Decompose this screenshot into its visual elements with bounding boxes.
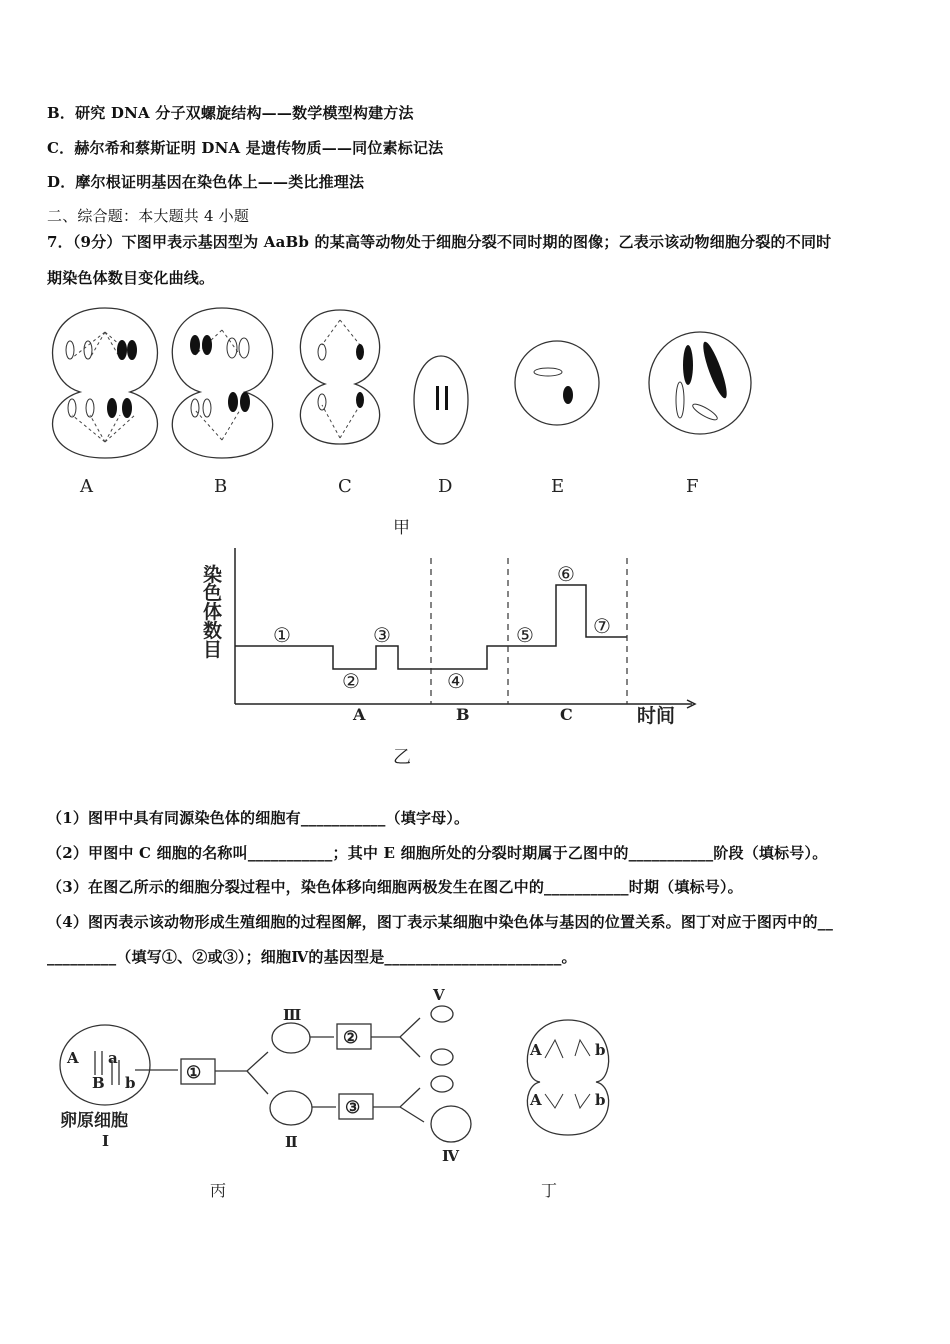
- ylabel-char: 数: [203, 620, 223, 642]
- sub-question-4-line2: _________（填写①、②或③）；细胞Ⅳ的基因型是_______________________。: [47, 948, 577, 966]
- sub-question-1: （1）图甲中具有同源染色体的细胞有___________（填字母）。: [47, 809, 470, 827]
- stage-label-6: ⑥: [557, 562, 575, 586]
- ding-gene: b: [595, 1041, 606, 1059]
- cell-label-b: B: [214, 476, 228, 497]
- sub-question-2: （2）甲图中 C 细胞的名称叫___________；其中 E 细胞所处的分裂时期属于乙图中的___________阶段（填标号）。: [47, 844, 828, 862]
- figure-yi-caption: 乙: [393, 747, 411, 768]
- figure-bing-caption: 丙: [210, 1181, 227, 1200]
- stage-label-5: ⑤: [516, 623, 534, 647]
- sub-question-3: （3）在图乙所示的细胞分裂过程中，染色体移向细胞两极发生在图乙中的___________时期（填标号）。: [47, 878, 743, 896]
- numeral-2: Ⅱ: [285, 1133, 298, 1151]
- stage-label-3: ③: [373, 623, 391, 647]
- figure-jia-caption: 甲: [393, 518, 410, 538]
- numeral-5: Ⅴ: [433, 986, 445, 1004]
- question-stem-line1: 7．（9分）下图甲表示基因型为 AaBb 的某高等动物处于细胞分裂不同时期的图像；乙表示该动物细胞分裂的不同时: [47, 233, 832, 251]
- option-d: D．摩尔根证明基因在染色体上——类比推理法: [47, 173, 365, 191]
- stage-label-4: ④: [447, 669, 465, 693]
- gene-a-lower: a: [108, 1049, 118, 1067]
- option-c: C．赫尔希和蔡斯证明 DNA 是遗传物质——同位素标记法: [47, 139, 444, 157]
- ding-gene: A: [530, 1091, 542, 1109]
- cell-label-e: E: [551, 476, 565, 497]
- numeral-4: Ⅳ: [442, 1147, 460, 1165]
- ylabel-char: 体: [203, 601, 223, 623]
- ylabel-char: 色: [203, 582, 223, 604]
- numeral-1: Ⅰ: [102, 1132, 110, 1150]
- cell-label-d: D: [438, 476, 453, 497]
- gene-a-upper: A: [67, 1049, 79, 1067]
- section-heading: 二、综合题：本大题共 4 小题: [47, 207, 250, 225]
- oogonium-label: 卵原细胞: [60, 1111, 128, 1131]
- step-2-label: ②: [343, 1028, 359, 1048]
- ylabel-char: 目: [203, 639, 223, 661]
- stage-label-2: ②: [342, 669, 360, 693]
- stage-label-7: ⑦: [593, 614, 611, 638]
- numeral-3: Ⅲ: [283, 1006, 302, 1024]
- sub-question-4-line1: （4）图丙表示该动物形成生殖细胞的过程图解，图丁表示某细胞中染色体与基因的位置关系。图丁对应于图丙中的__: [47, 913, 834, 931]
- cell-label-f: F: [686, 476, 699, 497]
- question-stem-line2: 期染色体数目变化曲线。: [47, 269, 215, 287]
- ding-gene: b: [595, 1091, 606, 1109]
- figure-ding-caption: 丁: [541, 1181, 558, 1200]
- cell-label-c: C: [338, 476, 352, 497]
- xlabel: 时间: [637, 705, 676, 727]
- phase-label-b: B: [456, 705, 470, 724]
- step-1-label: ①: [186, 1063, 202, 1083]
- cell-label-a: A: [80, 476, 93, 497]
- step-3-label: ③: [345, 1098, 361, 1118]
- ylabel-char: 染: [203, 564, 223, 586]
- phase-label-a: A: [353, 705, 366, 724]
- ding-gene: A: [530, 1041, 542, 1059]
- gene-b-upper: B: [92, 1074, 105, 1092]
- stage-label-1: ①: [273, 623, 291, 647]
- phase-label-c: C: [560, 705, 573, 724]
- gene-b-lower: b: [125, 1074, 136, 1092]
- option-b: B．研究 DNA 分子双螺旋结构——数学模型构建方法: [47, 104, 414, 122]
